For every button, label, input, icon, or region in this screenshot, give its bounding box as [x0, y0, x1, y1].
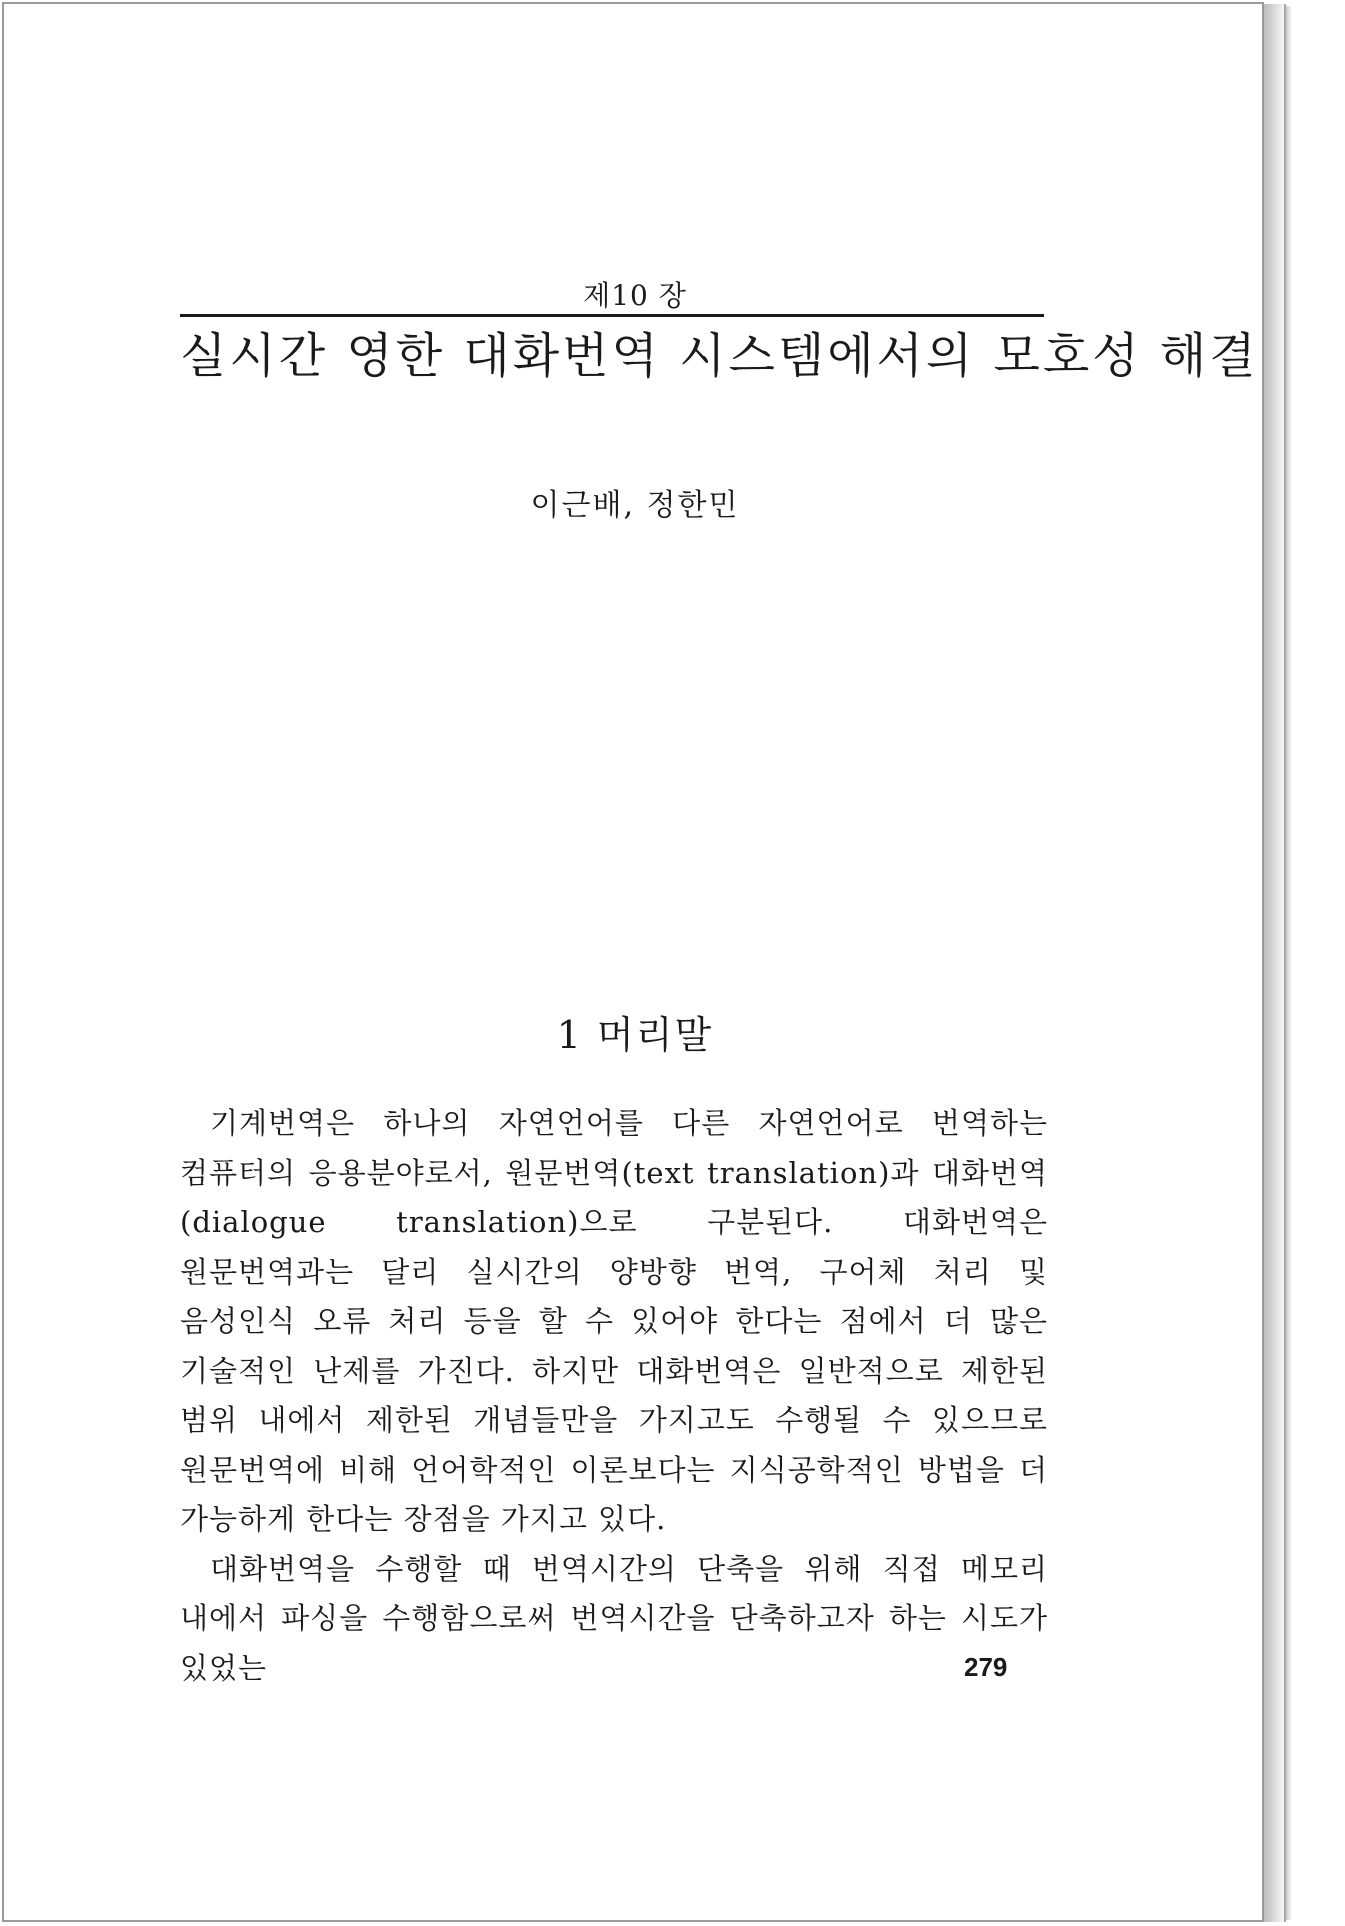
page-edge-shadow — [1286, 6, 1292, 1920]
section-heading: 1 머리말 — [556, 1013, 714, 1057]
chapter-label: 제10 장 — [583, 279, 687, 312]
title-rule — [180, 314, 1044, 317]
authors: 이근배, 정한민 — [530, 488, 740, 523]
book-page — [2, 2, 1264, 1922]
chapter-title: 실시간 영한 대화번역 시스템에서의 모호성 해결 — [180, 328, 1259, 384]
body-text — [180, 1099, 1048, 1693]
page-number: 279 — [964, 1652, 1008, 1682]
paragraph: 대화번역을 수행할 때 번역시간의 단축을 위해 직접 메모리 내에서 파싱을 수행함으로써 번역시간을 단축하고자 하는 시도가 있었는 — [180, 1551, 1048, 1685]
page-edge — [1264, 4, 1286, 1922]
paragraph: 기계번역은 하나의 자연언어를 다른 자연언어로 번역하는 컴퓨터의 응용분야로서, 원문번역(text translation)과 대화번역(dialogue translation)으로 구분된다. 대화번역은 원문번역과는 달리 실시간의 양방향 번역, 구어체 처리 및 음성인식 오류 처리 등을 할 수 있어야 한다는 점에서 더 많은 기술적인 난제를 가진다. 하지만 대화번역은 일반적으로 제한된 범위 내에서 제한된 개념들만을 가지고도 수행될 수 있으므로 원문번역에 비해 언어학적인 이론보다는 지식공학적인 방법을 더 가능하게 한다는 장점을 가지고 있다. — [180, 1106, 1048, 1536]
